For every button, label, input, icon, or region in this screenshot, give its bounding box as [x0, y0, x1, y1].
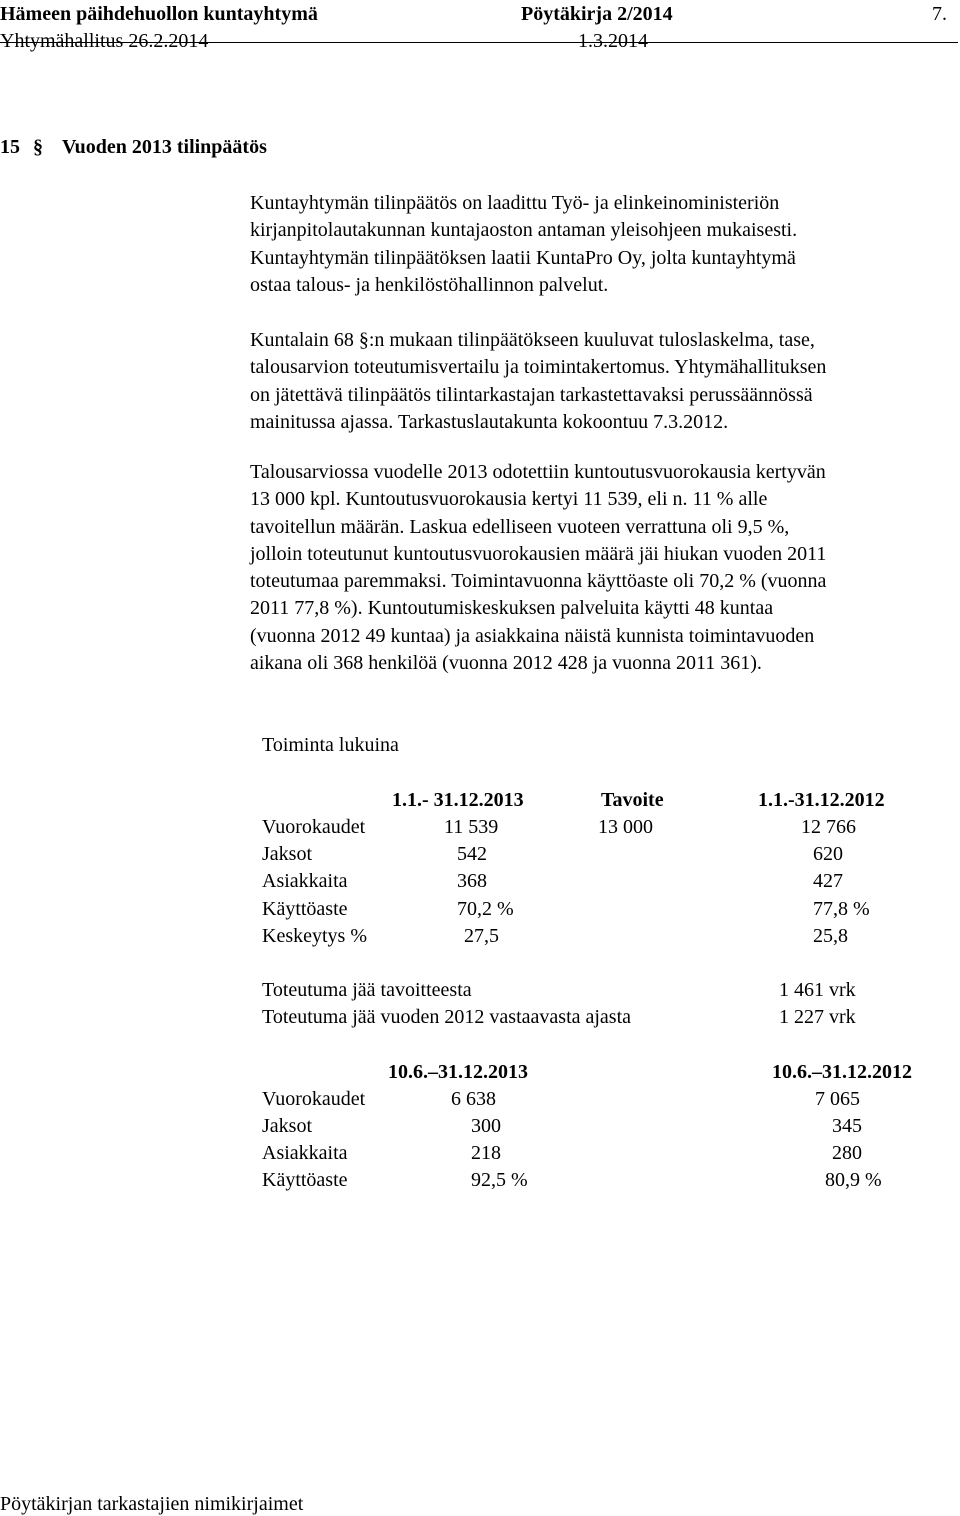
paragraph-line: (vuonna 2012 49 kuntaa) ja asiakkaina näistä kunnista toimintavuoden	[250, 624, 815, 647]
cell-2012: 280	[832, 1142, 862, 1164]
header-page-number: 7.	[932, 3, 947, 25]
paragraph-intro	[250, 190, 950, 299]
cell-goal: 13 000	[598, 816, 653, 838]
cell-2013: 542	[457, 843, 487, 865]
summary-label: Toteutuma jää vuoden 2012 vastaavasta ajasta	[262, 1006, 632, 1028]
paragraph-line: toteutumaa paremmaksi. Toimintavuonna käyttöaste oli 70,2 % (vuonna	[250, 570, 827, 593]
summary-row	[0, 1007, 960, 1029]
row-label: Käyttöaste	[262, 898, 348, 920]
cell-2012: 12 766	[801, 816, 856, 838]
table-row	[0, 1116, 960, 1138]
table-row	[0, 1170, 960, 1192]
paragraph-line: aikana oli 368 henkilöä (vuonna 2012 428 ja vuonna 2011 361).	[250, 652, 762, 675]
cell-2013: 27,5	[464, 925, 499, 947]
cell-2013: 70,2 %	[457, 898, 514, 920]
table-row	[0, 844, 960, 866]
paragraph-line: talousarvion toteutumisvertailu ja toimintakertomus. Yhtymähallituksen	[250, 356, 827, 379]
cell-2012: 620	[813, 843, 843, 865]
table2-col-2013: 10.6.–31.12.2013	[388, 1061, 528, 1083]
paragraph-line: Talousarviossa vuodelle 2013 odotettiin kuntoutusvuorokausia kertyvän	[250, 461, 826, 483]
paragraph-line: 13 000 kpl. Kuntoutusvuorokausia kertyi 11 539, eli n. 11 % alle	[250, 488, 768, 511]
cell-2012: 25,8	[813, 925, 848, 947]
footer-signature-label: Pöytäkirjan tarkastajien nimikirjaimet	[0, 1493, 304, 1515]
table-row	[0, 899, 960, 921]
table-row	[0, 817, 960, 839]
header-org: Hämeen päihdehuollon kuntayhtymä	[0, 3, 318, 25]
table-row	[0, 1089, 960, 1111]
section-number: 15	[0, 136, 20, 158]
section-title: Vuoden 2013 tilinpäätös	[62, 136, 267, 158]
header-doc: Pöytäkirja 2/2014	[521, 3, 673, 25]
table1-col-2012: 1.1.-31.12.2012	[758, 789, 885, 811]
table2-header-row	[0, 1062, 960, 1084]
summary-value: 1 227 vrk	[779, 1006, 856, 1028]
cell-2013: 6 638	[451, 1088, 496, 1110]
table-row	[0, 1143, 960, 1165]
paragraph-line: kirjanpitolautakunnan kuntajaoston antaman yleisohjeen mukaisesti.	[250, 219, 798, 242]
table-row	[0, 871, 960, 893]
section-symbol: §	[33, 136, 43, 158]
cell-2013: 368	[457, 870, 487, 892]
table2-col-2012: 10.6.–31.12.2012	[772, 1061, 912, 1083]
summary-row	[0, 980, 960, 1002]
header-date: 1.3.2014	[578, 30, 648, 52]
paragraph-line: on jätettävä tilinpäätös tilintarkastajan tarkastettavaksi perussäännössä	[250, 383, 813, 406]
paragraph-budget	[250, 459, 950, 677]
paragraph-line: Kuntalain 68 §:n mukaan tilinpäätökseen kuuluvat tuloslaskelma, tase,	[250, 329, 815, 351]
cell-2012: 427	[813, 870, 843, 892]
cell-2013: 92,5 %	[471, 1169, 528, 1191]
cell-2013: 11 539	[444, 816, 499, 838]
row-label: Jaksot	[262, 843, 312, 865]
row-label: Jaksot	[262, 1115, 312, 1137]
row-label: Keskeytys %	[262, 925, 367, 947]
paragraph-line: ostaa talous- ja henkilöstöhallinnon palvelut.	[250, 273, 609, 296]
table1-col-goal: Tavoite	[601, 789, 664, 811]
row-label: Vuorokaudet	[262, 1088, 366, 1110]
cell-2012: 80,9 %	[825, 1169, 882, 1191]
cell-2013: 218	[471, 1142, 501, 1164]
row-label: Vuorokaudet	[262, 816, 366, 838]
paragraph-line: jolloin toteutunut kuntoutusvuorokausien määrä jäi hiukan vuoden 2011	[250, 542, 827, 565]
paragraph-line: Kuntayhtymän tilinpäätöksen laatii KuntaPro Oy, jolta kuntayhtymä	[250, 246, 796, 269]
header-board: Yhtymähallitus 26.2.2014	[0, 30, 209, 52]
cell-2012: 7 065	[815, 1088, 860, 1110]
paragraph-line: tavoitellun määrän. Laskua edelliseen vuoteen verrattuna oli 9,5 %,	[250, 515, 790, 538]
paragraph-line: Kuntayhtymän tilinpäätös on laadittu Työ- ja elinkeinoministeriön	[250, 192, 780, 214]
row-label: Asiakkaita	[262, 870, 348, 892]
table1-col-2013: 1.1.- 31.12.2013	[392, 789, 524, 811]
table-row	[0, 926, 960, 948]
paragraph-law	[250, 327, 950, 436]
cell-2013: 300	[471, 1115, 501, 1137]
table1-header-row	[0, 790, 960, 812]
paragraph-line: 2011 77,8 %). Kuntoutumiskeskuksen palveluita käytti 48 kuntaa	[250, 597, 774, 620]
cell-2012: 345	[832, 1115, 862, 1137]
row-label: Käyttöaste	[262, 1169, 348, 1191]
header-divider	[0, 42, 958, 43]
row-label: Asiakkaita	[262, 1142, 348, 1164]
table-heading: Toiminta lukuina	[262, 734, 399, 756]
cell-2012: 77,8 %	[813, 898, 870, 920]
summary-label: Toteutuma jää tavoitteesta	[262, 979, 472, 1001]
paragraph-line: mainitussa ajassa. Tarkastuslautakunta kokoontuu 7.3.2012.	[250, 410, 729, 433]
summary-value: 1 461 vrk	[779, 979, 856, 1001]
